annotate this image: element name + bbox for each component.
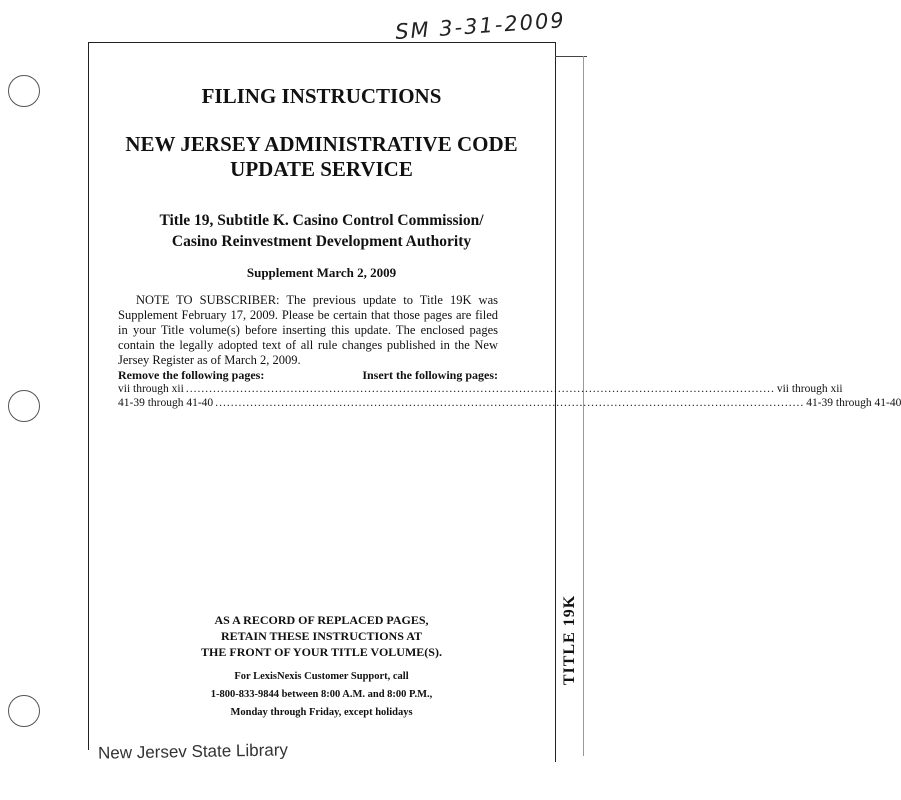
support-line: 1-800-833-9844 between 8:00 A.M. and 8:00 P.M., — [210, 689, 433, 700]
customer-support — [88, 668, 555, 722]
remove-range: 41-39 through 41-40 — [118, 397, 214, 409]
record-instructions — [88, 612, 555, 660]
service-heading-line: UPDATE SERVICE — [230, 157, 413, 181]
page-border-top — [88, 42, 556, 43]
service-heading — [88, 132, 555, 182]
remove-pages-header: Remove the following pages: — [118, 368, 265, 382]
supplement-date: Supplement March 2, 2009 — [246, 265, 397, 280]
title-subtitle — [88, 210, 555, 252]
pages-table-header — [118, 368, 498, 383]
binder-hole-middle — [8, 390, 40, 422]
service-heading-line: NEW JERSEY ADMINISTRATIVE CODE — [125, 132, 518, 156]
title-tab-label: TITLE 19K — [561, 594, 578, 686]
binder-hole-top — [8, 75, 40, 107]
leader-dots: ........................................................................................................................................................ — [185, 383, 775, 395]
subscriber-note — [118, 293, 498, 368]
support-line: For LexisNexis Customer Support, call — [234, 671, 409, 682]
subscriber-note-text: NOTE TO SUBSCRIBER: The previous update to Title 19K was Supplement February 17, 2009. Please be certain that those pages are filed in your Title volume(s) before inserting this update. The enclosed pages contain the legally adopted text of all rule changes published in the New Jersey Register as of March 2, 2009. — [118, 293, 498, 367]
page-title: FILING INSTRUCTIONS — [201, 84, 442, 108]
table-row — [118, 397, 901, 409]
record-line: RETAIN THESE INSTRUCTIONS AT — [220, 629, 423, 643]
insert-range: vii through xii — [776, 383, 843, 395]
remove-range: vii through xii — [118, 383, 184, 395]
support-line: Monday through Friday, except holidays — [230, 707, 413, 718]
insert-range: 41-39 through 41-40 — [806, 397, 901, 409]
record-line: THE FRONT OF YOUR TITLE VOLUME(S). — [201, 645, 442, 659]
title-line: Casino Reinvestment Development Authority — [171, 233, 472, 250]
binder-hole-bottom — [8, 695, 40, 727]
insert-pages-header: Insert the following pages: — [362, 368, 498, 382]
leader-dots: ........................................................................................................................................................ — [215, 397, 805, 409]
library-stamp: New Jersev State Library — [97, 740, 289, 763]
handwritten-date-note: SM 3-31-2009 — [394, 8, 567, 44]
title-line: Title 19, Subtitle K. Casino Control Commission/ — [159, 212, 484, 229]
record-line: AS A RECORD OF REPLACED PAGES, — [214, 613, 429, 627]
table-row — [118, 383, 843, 395]
